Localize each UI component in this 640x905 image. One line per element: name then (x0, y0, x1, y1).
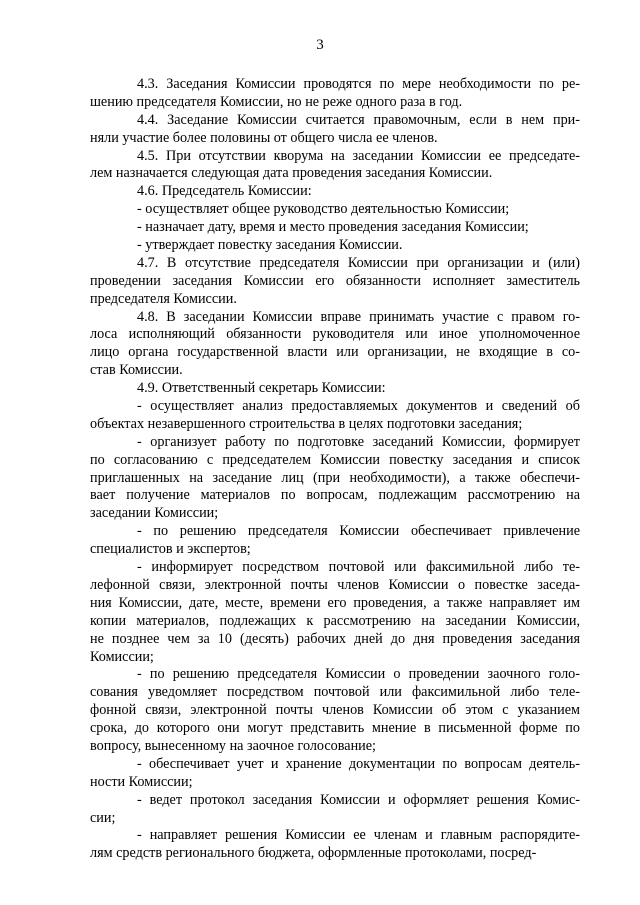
paragraph (90, 523, 580, 559)
text-line: няли участие более половины от общего числа ее членов. (90, 129, 438, 146)
paragraph (90, 112, 580, 148)
paragraph (90, 398, 580, 434)
text-line: шению председателя Комиссии, но не реже одного раза в год. (90, 93, 463, 110)
text-line: ния Комиссии, дате, месте, времени его проведения, а также направляет им (90, 594, 580, 611)
text-line: - назначает дату, время и место проведения заседания Комиссии; (137, 219, 529, 236)
text-line: специалистов и экспертов; (90, 541, 251, 558)
paragraph (90, 309, 580, 381)
text-line: 4.7. В отсутствие председателя Комиссии при организации и (или) (137, 254, 580, 271)
paragraph (90, 827, 580, 863)
text-line: лицо органа государственной власти или организации, не входящие в со- (90, 344, 580, 361)
paragraph (90, 666, 580, 755)
text-line: Комиссии; (90, 648, 154, 665)
text-line: проведении заседания Комиссии его обязанности исполняет заместитель (90, 272, 580, 289)
paragraph (90, 756, 580, 792)
text-line: ности Комиссии; (90, 773, 193, 790)
text-line: - ведет протокол заседания Комиссии и оформляет решения Комис- (137, 791, 580, 808)
text-line: заседании Комиссии; (90, 505, 219, 522)
text-line: 4.4. Заседание Комиссии считается правомочным, если в нем при- (137, 111, 580, 128)
text-line: 4.9. Ответственный секретарь Комиссии: (137, 380, 386, 397)
paragraph (90, 237, 580, 255)
text-line: - осуществляет общее руководство деятельностью Комиссии; (137, 201, 510, 218)
text-line: сования уведомляет посредством почтовой или факсимильной либо теле- (90, 684, 580, 701)
paragraph (90, 559, 580, 666)
text-line: - осуществляет анализ предоставляемых документов и сведений об (137, 398, 580, 415)
text-line: 4.6. Председатель Комиссии: (137, 183, 312, 200)
text-line: 4.3. Заседания Комиссии проводятся по мере необходимости по ре- (137, 76, 580, 92)
text-line: по согласованию с председателем Комиссии повестку заседания и список (90, 451, 580, 468)
paragraph (90, 183, 580, 201)
text-line: - по решению председателя Комиссии о проведении заочного голо- (137, 666, 580, 683)
text-line: - направляет решения Комиссии ее членам и главным распорядите- (137, 827, 580, 844)
text-line: - организует работу по подготовке заседаний Комиссии, формирует (137, 433, 580, 450)
text-line: срока, до которого они могут представить мнение в письменной форме по (90, 720, 580, 737)
text-line: лям средств регионального бюджета, оформленные протоколами, посред- (90, 845, 537, 862)
text-line: лефонной связи, электронной почты членов Комиссии о повестке заседа- (90, 576, 580, 593)
paragraph (90, 434, 580, 523)
text-line: фонной связи, электронной почты членов Комиссии об этом с указанием (90, 702, 580, 719)
text-line: - обеспечивает учет и хранение документации по вопросам деятель- (137, 755, 580, 772)
text-line: сии; (90, 809, 116, 826)
text-line: - по решению председателя Комиссии обеспечивает привлечение (137, 523, 580, 540)
text-line: лоса исполняющий обязанности руководителя или иное уполномоченное (90, 326, 580, 343)
paragraph (90, 76, 580, 112)
text-line: объектах незавершенного строительства в целях подготовки заседания; (90, 415, 523, 432)
text-line: копии материалов, подлежащих к рассмотрению на заседании Комиссии, (90, 612, 580, 629)
text-line: - информирует посредством почтовой или факсимильной либо те- (137, 559, 580, 576)
paragraph (90, 219, 580, 237)
paragraph (90, 792, 580, 828)
text-line: вопросу, вынесенному на заочное голосование; (90, 737, 376, 754)
text-line: не позднее чем за 10 (десять) рабочих дней до дня проведения заседания (90, 630, 580, 647)
text-line: 4.5. При отсутствии кворума на заседании Комиссии ее председате- (137, 147, 580, 164)
page-number: 3 (316, 37, 324, 53)
text-line: став Комиссии. (90, 362, 183, 379)
paragraph (90, 201, 580, 219)
text-line: председателя Комиссии. (90, 290, 237, 307)
text-line: вает получение материалов по вопросам, подлежащим рассмотрению на (90, 487, 580, 504)
text-line: 4.8. В заседании Комиссии вправе принимать участие с правом го- (137, 308, 580, 325)
paragraph (90, 148, 580, 184)
paragraph (90, 255, 580, 309)
text-line: - утверждает повестку заседания Комиссии. (137, 237, 403, 254)
text-line: лем назначается следующая дата проведения заседания Комиссии. (90, 165, 493, 182)
paragraph (90, 380, 580, 398)
document-body (90, 76, 580, 863)
text-line: приглашенных на заседание лиц (при необходимости), а также обеспечи- (90, 469, 580, 486)
